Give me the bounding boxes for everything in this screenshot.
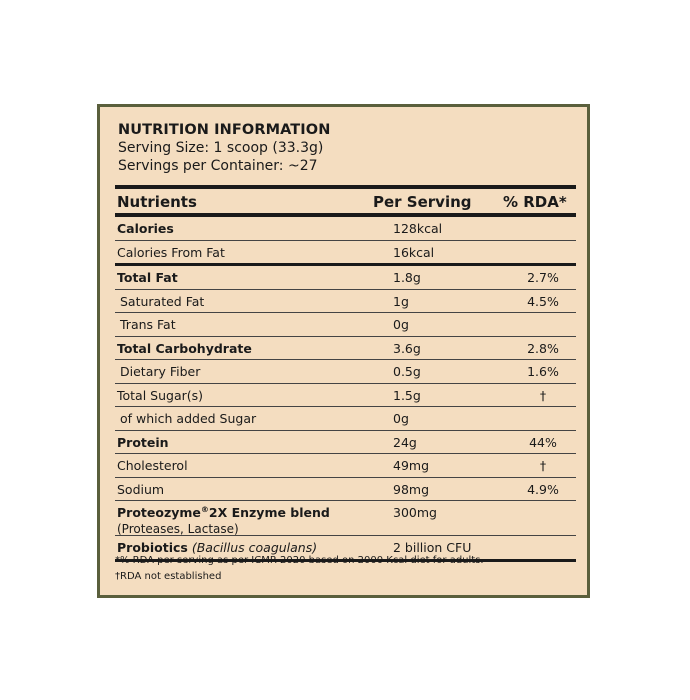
nutrient-name: Saturated Fat [120, 293, 205, 309]
nutrient-rda: 2.8% [527, 340, 559, 356]
table-row [115, 384, 576, 408]
nutrient-value: 3.6g [393, 340, 421, 356]
table-row [115, 501, 576, 536]
nutrient-name: Calories From Fat [117, 244, 225, 260]
table-row [115, 478, 576, 502]
nutrient-value: 1g [393, 293, 409, 309]
nutrient-rda: 4.9% [527, 481, 559, 497]
servings-per-container: Servings per Container: ~27 [118, 158, 318, 174]
nutrient-value: 0.5g [393, 364, 421, 379]
table-row [115, 431, 576, 455]
nutrient-value: 98mg [393, 481, 430, 497]
table-row [115, 241, 576, 267]
nutrient-rda: 2.7% [527, 270, 559, 285]
nutrient-value: 0g [393, 317, 409, 332]
table-row [115, 313, 576, 337]
table-row [115, 217, 576, 241]
nutrient-rda: 1.6% [527, 364, 559, 379]
header-per-serving: Per Serving [373, 193, 472, 211]
dagger-footnote: †RDA not established [115, 571, 222, 582]
table-row [115, 290, 576, 314]
nutrient-name: Total Fat [117, 270, 178, 285]
nutrient-value: 16kcal [393, 244, 435, 260]
nutrient-value: 300mg [393, 505, 437, 520]
nutrient-value: 24g [393, 434, 417, 450]
nutrient-name: Protein [117, 434, 169, 450]
nutrient-name: Sodium [117, 481, 165, 497]
nutrient-name: of which added Sugar [120, 411, 257, 426]
nutrient-name: Calories [117, 221, 174, 236]
table-row [115, 454, 576, 478]
nutrient-name: Trans Fat [120, 317, 176, 332]
header-rda: % RDA* [503, 193, 567, 211]
nutrient-name: Total Carbohydrate [117, 340, 252, 356]
nutrition-panel [97, 104, 590, 598]
nutrient-name [117, 505, 330, 536]
table-header [115, 185, 576, 217]
nutrient-value: 49mg [393, 458, 430, 473]
table-row [115, 266, 576, 290]
enzyme-blend-name: Proteozyme [117, 505, 201, 521]
nutrient-name: Cholesterol [117, 458, 188, 473]
nutrient-rda: † [539, 387, 547, 403]
nutrient-value: 1.5g [393, 387, 421, 403]
probiotics-label: Probiotics [117, 540, 188, 555]
table-row [115, 407, 576, 431]
table-row [115, 360, 576, 384]
footnotes [115, 553, 484, 585]
nutrient-name: Total Sugar(s) [117, 387, 204, 403]
registered-mark: ® [200, 505, 209, 514]
probiotics-strain: (Bacillus coagulans) [191, 540, 318, 555]
header-nutrients: Nutrients [117, 193, 197, 211]
serving-size: Serving Size: 1 scoop (33.3g) [118, 140, 324, 156]
panel-heading [118, 121, 330, 175]
nutrient-value: 1.8g [393, 270, 421, 285]
nutrient-rda: 44% [529, 434, 557, 450]
table-row [115, 337, 576, 361]
nutrient-rda: † [539, 458, 547, 473]
enzyme-blend-subtext: (Proteases, Lactase) [117, 522, 239, 537]
rda-footnote: *% RDA per serving as per ICMR 2020 based on 2000 Kcal diet for adults. [115, 555, 484, 566]
nutrition-table [115, 185, 576, 562]
nutrient-rda: 4.5% [527, 293, 559, 309]
nutrient-value: 0g [393, 411, 409, 426]
enzyme-blend-name-suffix: 2X Enzyme blend [208, 505, 330, 521]
nutrient-value: 128kcal [393, 221, 443, 236]
panel-title: NUTRITION INFORMATION [118, 122, 331, 138]
nutrient-value: 2 billion CFU [393, 540, 472, 555]
nutrient-name: Dietary Fiber [120, 364, 201, 379]
